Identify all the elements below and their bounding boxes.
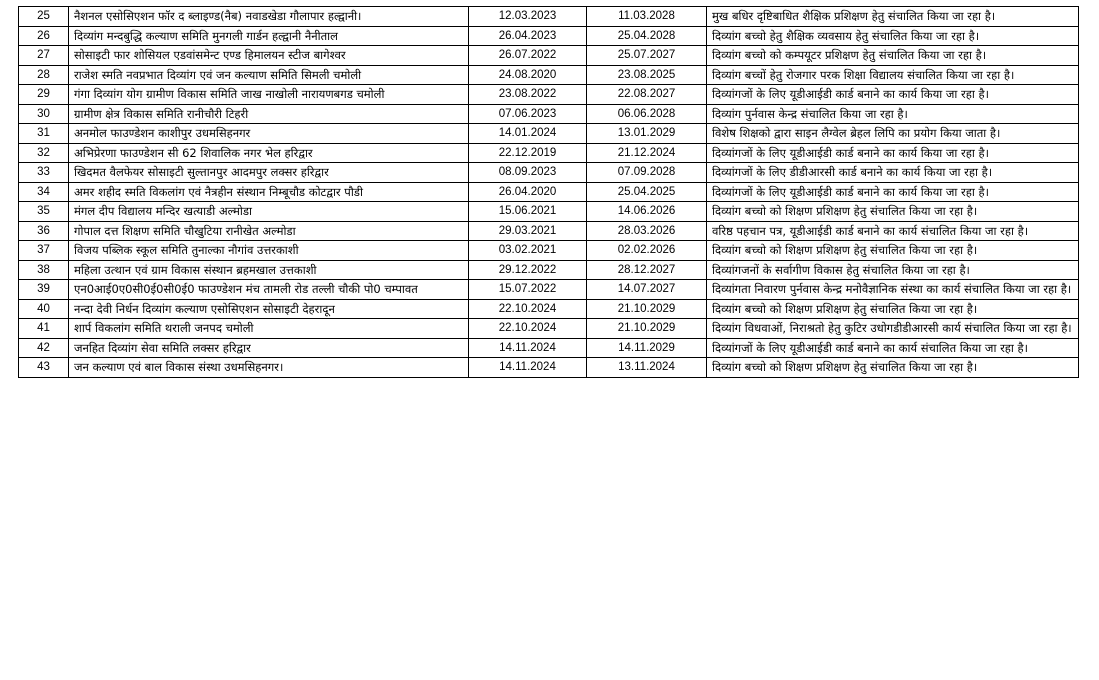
valid-from-cell — [469, 260, 587, 280]
serial-number: 35 — [37, 205, 50, 217]
valid-from-date: 26.07.2022 — [498, 49, 557, 61]
table-row — [19, 338, 1079, 358]
valid-to-date: 21.10.2029 — [617, 322, 676, 334]
organization-name: राजेश स्मति नवप्रभात दिव्यांग एवं जन कल्याण समिति सिमली चमोली — [74, 67, 362, 82]
valid-to-date: 28.12.2027 — [617, 263, 676, 276]
serial-number: 30 — [37, 107, 50, 120]
serial-number: 38 — [37, 263, 50, 276]
valid-to-date: 23.08.2025 — [617, 68, 676, 81]
valid-from-date: 24.08.2020 — [498, 68, 557, 81]
valid-from-cell — [469, 202, 587, 222]
serial-number: 36 — [37, 224, 50, 237]
valid-from-cell — [469, 338, 587, 358]
organization-name-cell — [69, 338, 469, 358]
activity-description: दिव्यांगजों के लिए डीडीआरसी कार्ड बनाने का कार्य किया जा रहा है। — [712, 165, 993, 179]
organization-name: अभिप्रेरणा फाउण्डेशन सी 62 शिवालिक नगर भेल हरिद्वार — [74, 145, 313, 160]
valid-from-date: 12.03.2023 — [498, 10, 557, 22]
activity-description-cell — [707, 358, 1079, 378]
activity-description-cell — [707, 221, 1079, 241]
organization-name-cell — [69, 182, 469, 202]
table-body — [19, 7, 1079, 378]
table-row — [19, 85, 1079, 105]
activity-description: दिव्यांग बच्चो को शिक्षण प्रशिक्षण हेतु संचालित किया जा रहा है। — [712, 360, 978, 374]
serial-number: 39 — [37, 283, 50, 295]
activity-description: दिव्यांगजों के लिए यूडीआईडी कार्ड बनाने का कार्य किया जा रहा है। — [712, 87, 989, 101]
valid-from-date: 26.04.2020 — [498, 185, 557, 198]
valid-to-date: 13.01.2029 — [617, 127, 676, 139]
organization-name-cell — [69, 85, 469, 105]
serial-number-cell — [19, 299, 69, 319]
valid-to-date: 06.06.2028 — [617, 107, 676, 120]
organization-name: नैशनल एसोसिएशन फॉर द ब्लाइण्ड(नैब) नवाडखेडा गौलापार हल्द्वानी। — [74, 9, 362, 23]
activity-description: मुख बधिर दृष्टिबाधित शैक्षिक प्रशिक्षण हेतु संचालित किया जा रहा है। — [712, 9, 996, 23]
activity-description-cell — [707, 202, 1079, 222]
serial-number-cell — [19, 65, 69, 85]
organization-name: जन कल्याण एवं बाल विकास संस्था उधमसिहनगर। — [74, 360, 284, 374]
valid-from-date: 03.02.2021 — [498, 244, 557, 256]
organization-name: मंगल दीप विद्यालय मन्दिर खत्याडी अल्मोडा — [74, 204, 253, 218]
table-row — [19, 182, 1079, 202]
valid-to-date: 25.04.2028 — [617, 29, 676, 42]
organization-name-cell — [69, 143, 469, 163]
serial-number-cell — [19, 280, 69, 300]
table-row — [19, 7, 1079, 27]
activity-description-cell — [707, 65, 1079, 85]
organization-name-cell — [69, 104, 469, 124]
organization-name: जनहित दिव्यांग सेवा समिति लक्सर हरिद्वार — [74, 340, 251, 355]
valid-to-cell — [587, 124, 707, 144]
serial-number: 34 — [37, 185, 50, 198]
organization-name-cell — [69, 260, 469, 280]
serial-number-cell — [19, 202, 69, 222]
table-row — [19, 124, 1079, 144]
valid-to-cell — [587, 221, 707, 241]
valid-from-date: 14.11.2024 — [499, 341, 556, 354]
valid-to-cell — [587, 65, 707, 85]
serial-number: 41 — [37, 322, 50, 334]
activity-description-cell — [707, 85, 1079, 105]
serial-number-cell — [19, 221, 69, 241]
serial-number: 33 — [37, 166, 50, 178]
activity-description: दिव्यांग बच्चो को शिक्षण प्रशिक्षण हेतु संचालित किया जा रहा है। — [712, 204, 978, 218]
organization-name-cell — [69, 26, 469, 46]
valid-from-date: 26.04.2023 — [498, 29, 557, 42]
valid-to-cell — [587, 26, 707, 46]
valid-to-date: 14.07.2027 — [617, 283, 676, 295]
serial-number-cell — [19, 163, 69, 183]
activity-description: दिव्यांग बच्चो को कम्पयूटर प्रशिक्षण हेतु संचालित किया जा रहा है। — [712, 48, 987, 62]
valid-to-date: 14.06.2026 — [617, 205, 676, 217]
organization-name: अमर शहीद स्मति विकलांग एवं नैत्रहीन संस्थान निम्बूचौड कोटद्वार पौडी — [74, 184, 363, 199]
organization-name: गोपाल दत्त शिक्षण समिति चौखुटिया रानीखेत अल्मोडा — [74, 223, 296, 238]
serial-number-cell — [19, 143, 69, 163]
valid-from-date: 29.03.2021 — [498, 224, 557, 237]
valid-to-date: 02.02.2026 — [617, 244, 676, 256]
organization-name: नन्दा देवी निर्धन दिव्यांग कल्याण एसोसिएशन सोसाइटी देहरादून — [74, 301, 335, 316]
activity-description-cell — [707, 182, 1079, 202]
activity-description: दिव्यांगता निवारण पुर्नवास केन्द्र मनोवैज्ञानिक संस्था का कार्य संचालित किया जा रहा है। — [712, 282, 1072, 296]
activity-description-cell — [707, 104, 1079, 124]
valid-from-date: 22.10.2024 — [498, 322, 557, 334]
valid-to-date: 14.11.2029 — [618, 341, 675, 354]
valid-from-cell — [469, 104, 587, 124]
organization-name-cell — [69, 358, 469, 378]
valid-from-cell — [469, 163, 587, 183]
activity-description: दिव्यांग विधवाओं, निराश्रतो हेतु कुटिर उधोगडीडीआरसी कार्य संचालित किया जा रहा है। — [712, 321, 1072, 335]
serial-number-cell — [19, 104, 69, 124]
valid-to-cell — [587, 163, 707, 183]
serial-number: 37 — [37, 244, 50, 256]
activity-description: विशेष शिक्षको द्वारा साइन लैग्वेल ब्रेहल लिपि का प्रयोग किया जाता है। — [712, 126, 1001, 140]
organization-name: शार्प विकलांग समिति थराली जनपद चमोली — [74, 321, 254, 335]
organization-name-cell — [69, 241, 469, 261]
valid-from-date: 15.07.2022 — [498, 283, 557, 295]
table-row — [19, 358, 1079, 378]
organization-name-cell — [69, 163, 469, 183]
activity-description: दिव्यांगजों के लिए यूडीआईडी कार्ड बनाने का कार्य संचालित किया जा रहा है। — [712, 340, 1028, 355]
valid-from-date: 08.09.2023 — [498, 166, 557, 178]
valid-from-date: 29.12.2022 — [498, 263, 557, 276]
valid-from-date: 22.10.2024 — [498, 302, 557, 315]
activity-description: दिव्यांगजों के लिए यूडीआईडी कार्ड बनाने का कार्य किया जा रहा है। — [712, 145, 989, 160]
valid-from-cell — [469, 85, 587, 105]
organization-name: विजय पब्लिक स्कूल समिति तुनाल्का नौगांव उत्तरकाशी — [74, 243, 299, 257]
organization-name-cell — [69, 7, 469, 27]
serial-number: 25 — [37, 10, 50, 22]
valid-from-date: 14.11.2024 — [499, 361, 556, 373]
valid-from-cell — [469, 124, 587, 144]
valid-to-date: 21.10.2029 — [617, 302, 676, 315]
valid-from-date: 07.06.2023 — [498, 107, 557, 120]
table-row — [19, 280, 1079, 300]
organization-name: खिदमत वैलफेयर सोसाइटी सुल्तानपुर आदमपुर लक्सर हरिद्वार — [74, 165, 329, 179]
serial-number: 31 — [37, 127, 50, 139]
valid-to-cell — [587, 358, 707, 378]
valid-from-cell — [469, 7, 587, 27]
organization-name-cell — [69, 46, 469, 66]
activity-description-cell — [707, 143, 1079, 163]
serial-number-cell — [19, 46, 69, 66]
activity-description-cell — [707, 7, 1079, 27]
serial-number-cell — [19, 26, 69, 46]
table-row — [19, 319, 1079, 339]
activity-description-cell — [707, 163, 1079, 183]
valid-to-cell — [587, 202, 707, 222]
valid-from-cell — [469, 319, 587, 339]
table-row — [19, 202, 1079, 222]
valid-to-cell — [587, 260, 707, 280]
valid-to-cell — [587, 46, 707, 66]
valid-to-date: 28.03.2026 — [617, 224, 676, 237]
activity-description-cell — [707, 338, 1079, 358]
activity-description: दिव्यांग बच्चो को शिक्षण प्रशिक्षण हेतु संचालित किया जा रहा है। — [712, 301, 978, 316]
valid-from-date: 22.12.2019 — [498, 146, 557, 159]
valid-to-date: 22.08.2027 — [617, 88, 676, 100]
valid-from-cell — [469, 358, 587, 378]
valid-to-cell — [587, 85, 707, 105]
valid-from-cell — [469, 221, 587, 241]
organization-name-cell — [69, 202, 469, 222]
serial-number: 32 — [37, 146, 50, 159]
organization-name: एन0आई0ए0सी0ई0सी0ई0 फाउण्डेशन मंच तामली रोड तल्ली चौकी पो0 चम्पावत — [74, 282, 418, 296]
valid-to-cell — [587, 7, 707, 27]
serial-number: 40 — [37, 302, 50, 315]
serial-number: 26 — [37, 29, 50, 42]
serial-number: 29 — [37, 88, 50, 100]
valid-from-cell — [469, 46, 587, 66]
serial-number: 27 — [37, 49, 50, 61]
valid-to-cell — [587, 104, 707, 124]
table-row — [19, 104, 1079, 124]
valid-to-date: 25.07.2027 — [617, 49, 676, 61]
activity-description: दिव्यांग बच्चों हेतु रोजगार परक शिक्षा विद्यालय संचालित किया जा रहा है। — [712, 67, 1015, 82]
table-row — [19, 260, 1079, 280]
valid-from-cell — [469, 182, 587, 202]
activity-description-cell — [707, 299, 1079, 319]
valid-to-cell — [587, 143, 707, 163]
valid-from-cell — [469, 65, 587, 85]
activity-description: दिव्यांगजों के लिए यूडीआईडी कार्ड बनाने का कार्य किया जा रहा है। — [712, 184, 989, 199]
activity-description: दिव्यांग पुर्नवास केन्द्र संचालित किया जा रहा है। — [712, 106, 908, 121]
valid-to-date: 25.04.2025 — [617, 185, 676, 198]
organization-name-cell — [69, 124, 469, 144]
organization-name-cell — [69, 319, 469, 339]
serial-number-cell — [19, 7, 69, 27]
organization-register-table — [18, 6, 1079, 378]
valid-from-cell — [469, 26, 587, 46]
table-row — [19, 46, 1079, 66]
table-row — [19, 221, 1079, 241]
serial-number: 28 — [37, 68, 50, 81]
table-row — [19, 143, 1079, 163]
serial-number-cell — [19, 358, 69, 378]
valid-to-cell — [587, 241, 707, 261]
organization-name: सोसाइटी फार शोसियल एडवांसमेन्ट एण्ड हिमालयन स्टीज बागेश्वर — [74, 48, 346, 62]
serial-number-cell — [19, 182, 69, 202]
valid-from-date: 15.06.2021 — [498, 205, 557, 217]
serial-number: 42 — [37, 341, 50, 354]
valid-from-cell — [469, 241, 587, 261]
valid-to-date: 11.03.2028 — [618, 10, 675, 22]
organization-name-cell — [69, 280, 469, 300]
valid-to-cell — [587, 182, 707, 202]
valid-from-cell — [469, 280, 587, 300]
activity-description-cell — [707, 26, 1079, 46]
table-row — [19, 163, 1079, 183]
table-row — [19, 241, 1079, 261]
serial-number-cell — [19, 338, 69, 358]
valid-to-cell — [587, 319, 707, 339]
table-row — [19, 26, 1079, 46]
valid-to-cell — [587, 338, 707, 358]
serial-number-cell — [19, 241, 69, 261]
valid-from-cell — [469, 143, 587, 163]
valid-to-date: 13.11.2024 — [618, 361, 675, 373]
activity-description: दिव्यांगजनों के सर्वागीण विकास हेतु संचालित किया जा रहा है। — [712, 262, 970, 277]
valid-to-date: 21.12.2024 — [617, 146, 676, 159]
activity-description-cell — [707, 124, 1079, 144]
organization-name: महिला उत्थान एवं ग्राम विकास संस्थान ब्रहमखाल उत्तकाशी — [74, 262, 317, 277]
activity-description: वरिष्ठ पहचान पत्र, यूडीआईडी कार्ड बनाने का कार्य संचालित किया जा रहा है। — [712, 223, 1029, 238]
valid-to-cell — [587, 280, 707, 300]
table-row — [19, 299, 1079, 319]
activity-description-cell — [707, 46, 1079, 66]
organization-name: ग्रामीण क्षेत्र विकास समिति रानीचौरी टिहरी — [74, 106, 249, 121]
serial-number: 43 — [37, 361, 50, 373]
organization-name-cell — [69, 221, 469, 241]
activity-description-cell — [707, 319, 1079, 339]
valid-to-cell — [587, 299, 707, 319]
serial-number-cell — [19, 260, 69, 280]
organization-name: अनमोल फाउण्डेशन काशीपुर उधमसिहनगर — [74, 126, 251, 140]
organization-name: दिव्यांग मन्दबुद्धि कल्याण समिति मुनगली गार्डन हल्द्वानी नैनीताल — [74, 28, 338, 43]
activity-description: दिव्यांग बच्चो को शिक्षण प्रशिक्षण हेतु संचालित किया जा रहा है। — [712, 243, 978, 257]
serial-number-cell — [19, 85, 69, 105]
organization-name-cell — [69, 299, 469, 319]
valid-from-date: 23.08.2022 — [498, 88, 557, 100]
organization-name: गंगा दिव्यांग योग ग्रामीण विकास समिति जाख नाखोली नारायणबगड चमोली — [74, 87, 385, 101]
activity-description-cell — [707, 280, 1079, 300]
valid-from-date: 14.01.2024 — [498, 127, 557, 139]
activity-description-cell — [707, 260, 1079, 280]
table-row — [19, 65, 1079, 85]
activity-description: दिव्यांग बच्चो हेतु शैक्षिक व्यवसाय हेतु संचालित किया जा रहा है। — [712, 28, 980, 43]
serial-number-cell — [19, 124, 69, 144]
organization-name-cell — [69, 65, 469, 85]
valid-to-date: 07.09.2028 — [617, 166, 676, 178]
activity-description-cell — [707, 241, 1079, 261]
valid-from-cell — [469, 299, 587, 319]
serial-number-cell — [19, 319, 69, 339]
